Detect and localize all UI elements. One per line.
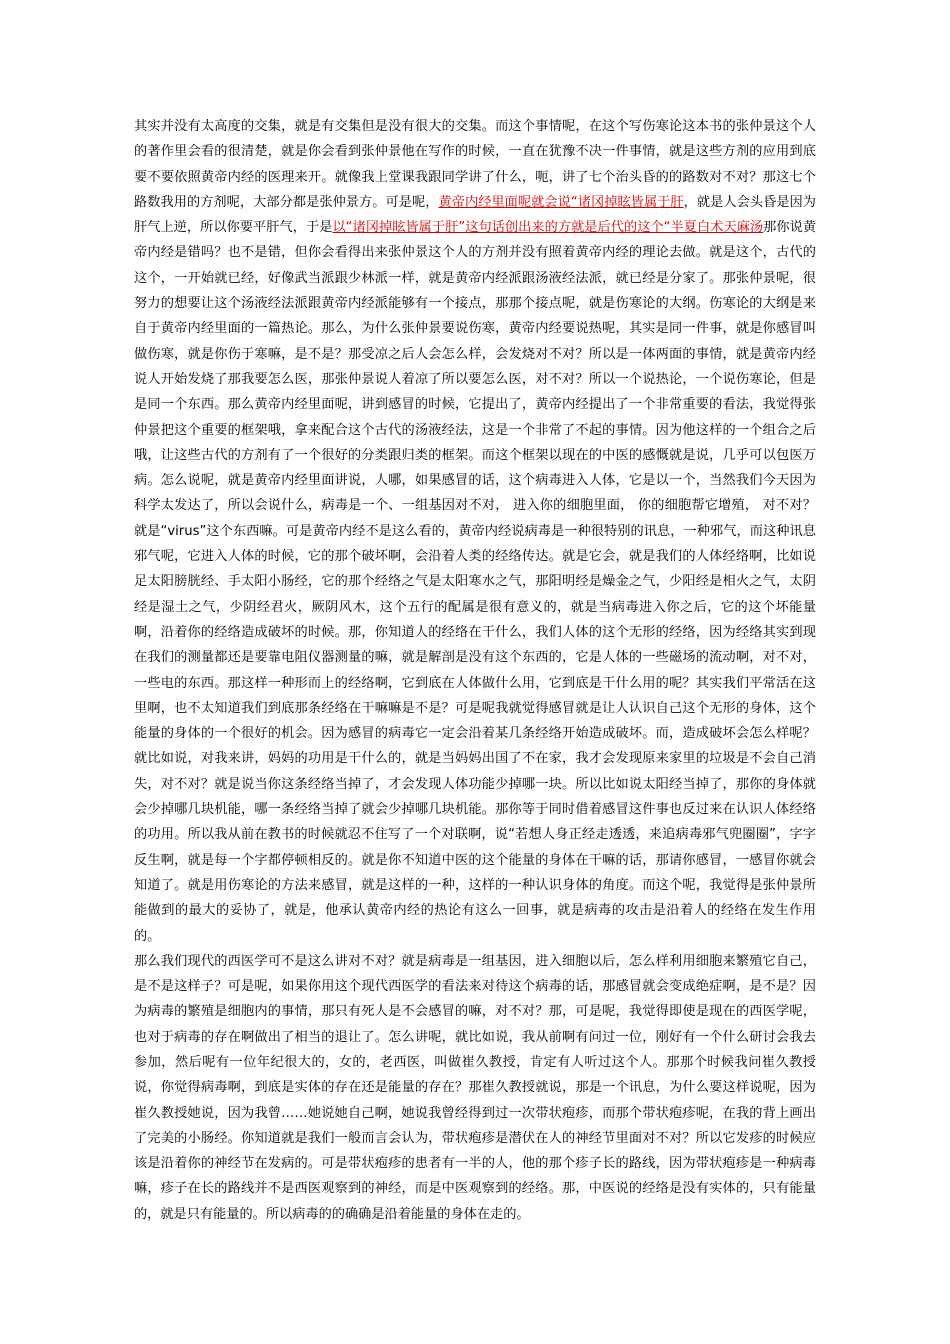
text-run: 那么我们现代的西医学可不是这么讲对不对？就是病毒是一组基因，进入细胞以后，怎么样利用细胞来繁殖它自己，是不是这样子？可是呢，如果你用这个现代西医学的看法来对待这个病毒的话，那感冒就会变成绝症啊，是不是？因为病毒的繁殖是细胞内的事情，那只有死人是不会感冒的嘛，对不对？那，可是呢，我觉得即使是现在的西医学呢，也对于病毒的存在啊做出了相当的退让了。怎么讲呢，就比如说，我从前啊有问过一位，刚好有一个什么研讨会我去参加，然后呢有一位年纪很大的，女的，老西医，叫做崔久教授，肯定有人听过这个人。那那个时候我问崔久教授说，你觉得病毒啊，到底是实体的存在还是能量的存在？那崔久教授就说，那是一个讯息，为什么要这样说呢，因为崔久教授她说，因为我曾……她说她自己啊，她说我曾经得到过一次带状疱疹，而那个带状疱疹呢，在我的背上画出了完美的小肠经。你知道就是我们一般而言会认为，带状疱疹是潜伏在人的神经节里面对不对？所以它发疹的时候应该是沿着你的神经节在发病的。可是带状疱疹的患者有一半的人，他的那个疹子长的路线，因为带状疱疹是一种病毒嘛，疹子在长的路线并不是西医观察到的神经，而是中医观察到的经络。那，中医说的经络是没有实体的，只有能量的，就是只有能量的。所以病毒的的确确是沿着能量的身体在走的。 [134,953,816,1222]
document-body [134,114,816,1227]
paragraph-2 [134,949,816,1227]
text-run: 那你说黄帝内经是错吗？也不是错，但你会看得出来张仲景这个人的方剂并没有照着黄帝内经的理论去做。就是这个，古代的这个，一开始就已经，好像武当派跟少林派一样，就是黄帝内经派跟汤液经法派，就已经是分家了。那张仲景呢，很努力的想要让这个汤液经法派跟黄帝内经派能够有一个接点，那那个接点呢，就是伤寒论的大纲。伤寒论的大纲是来自于黄帝内经里面的一篇热论。那么，为什么张仲景要说伤寒，黄帝内经要说热呢，其实是同一件事，就是你感冒叫做伤寒，就是你伤于寒嘛，是不是？那受凉之后人会怎么样，会发烧对不对？所以是一体两面的事情，就是黄帝内经说人开始发烧了那我要怎么医，那张仲景说人着凉了所以要怎么医，对不对？所以一个说热论，一个说伤寒论，但是是同一个东西。那么黄帝内经里面呢，讲到感冒的时候，它提出了，黄帝内经提出了一个非常重要的看法，我觉得张仲景把这个重要的框架哦，拿来配合这个古代的汤液经法，这是一个非常了不起的事情。因为他这样的一个组合之后哦，让这些古代的方剂有了一个很好的分类跟归类的框架。而这个框架以现在的中医的感慨就是说，几乎可以包医万病。怎么说呢，就是黄帝内经里面讲说，人哪，如果感冒的话，这个病毒进入人体，它是以一个，当然我们今天因为科学太发达了，所以会说什么，病毒是一个、一组基因对不对， 进入你的细胞里面， 你的细胞帮它增殖， 对不对？ 就是“virus”这个东西嘛。可是黄帝内经不是这么看的，黄帝内经说病毒是一种很特别的讯息，一种邪气，而这种讯息邪气呢，它进入人体的时候，它的那个破坏啊，会沿着人类的经络传达。就是它会，就是我们的人体经络啊，比如说足太阳膀胱经、手太阳小肠经，它的那个经络之气是太阳寒水之气，那阳明经是燥金之气，少阳经是相火之气，太阴经是湿土之气，少阴经君火，厥阴风木，这个五行的配属是很有意义的，就是当病毒进入你之后，它的这个坏能量啊，沿着你的经络造成破坏的时候。那，你知道人的经络在干什么，我们人体的这个无形的经络，因为经络其实到现在我们的测量都还是要靠电阻仪器测量的嘛，就是解剖是没有这个东西的，它是人体的一些磁场的流动啊，对不对，一些电的东西。那这样一种形而上的经络啊，它到底在人体做什么用，它到底是干什么用的呢？其实我们平常活在这里啊，也不太知道我们到底那条经络在干嘛嘛是不是？可是呢我就觉得感冒就是让人认识自己这个无形的身体，这个能量的身体的一个很好的机会。因为感冒的病毒它一定会沿着某几条经络开始造成破坏。而，造成破坏会怎么样呢？就比如说，对我来讲，妈妈的功用是干什么的，就是当妈妈出国了不在家，我才会发现原来家里的垃圾是不会自己消失，对不对？就是说当你这条经络当掉了，才会发现人体功能少掉哪一块。所以比如说太阳经当掉了，那你的身体就会少掉哪几块机能，哪一条经络当掉了就会少掉哪几块机能。那你等于同时借着感冒这件事也反过来在认识人体经络的功用。所以我从前在教书的时候就忍不住写了一个对联啊，说“若想人身正经走透透，来追病毒邪气兜圈圈”，字字反生啊，就是每一个字都停顿相反的。就是你不知道中医的这个能量的身体在干嘛的话，那请你感冒，一感冒你就会知道了。就是用伤寒论的方法来感冒，就是这样的一种，这样的一种认识身体的角度。而这个呢，我觉得是张仲景所能做到的最大的妥协了，就是，他承认黄帝内经的热论有这么一回事，就是病毒的攻击是沿着人的经络在发生作用的。 [134,220,817,944]
paragraph-1 [134,114,816,949]
highlighted-quote: 黄帝内经里面呢就会说“诸冈掉眩皆属于肝 [438,194,684,210]
text-run: 其实并没有太高度的交集，就是有交集但是没有很大的交集。而这个事情呢，在这个写伤寒论这本书的张仲景这个人的著作里会看的很清楚，就是你会看到张仲景他在写作的时候，一直在犹豫不决一件事情，就是这些方剂的应用到底要不要依照黄帝内经的医理来开。就像我上堂课我跟同学讲了什么，呃，讲了七个治头昏的的路数对不对？那这七个路数我用的方剂呢，大部分都是张仲景方。可是呢， [134,119,816,210]
highlighted-quote: 以“诸冈掉眩皆属于肝”这句话创出来的方就是后代的这个“半夏白术天麻汤 [332,220,764,236]
text-run: ，就是人会头昏是因为肝气上逆，所以你要平肝气，于是 [134,194,816,236]
